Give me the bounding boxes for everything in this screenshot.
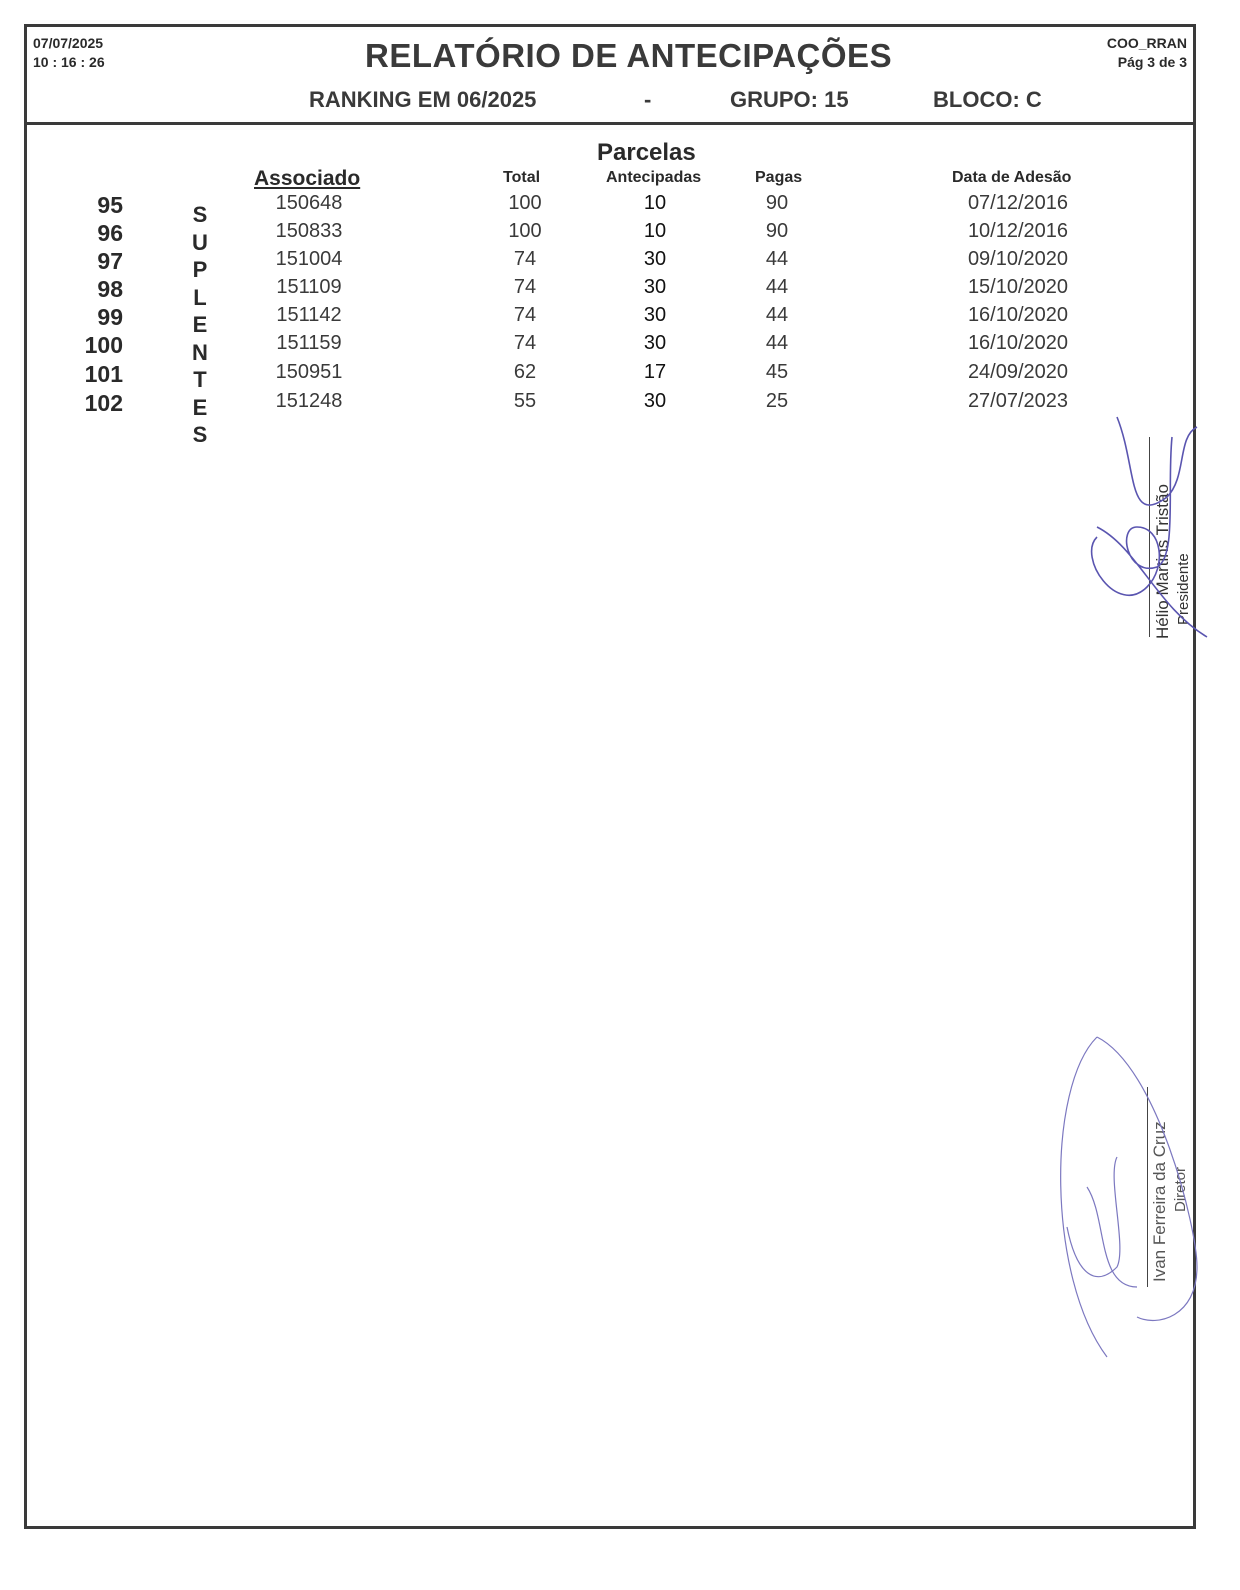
associado-heading: Associado [254,167,361,190]
page-number: Pág 3 de 3 [1117,54,1187,70]
data-adesao-cell: 10/12/2016 [967,220,1069,242]
suplentes-letter: N [192,339,208,365]
total-cell: 74 [513,304,537,326]
rank-number: 101 [84,361,123,387]
table-row [27,332,1193,360]
table-row [27,276,1193,304]
pagas-cell: 90 [765,192,789,214]
pagas-heading: Pagas [755,169,803,186]
rank-number: 100 [84,332,123,358]
total-cell: 55 [513,390,537,412]
print-date: 07/07/2025 [33,35,104,51]
associado-cell: 150648 [275,192,343,214]
total-heading: Total [503,169,541,186]
signatory-role: Presidente [1175,553,1192,625]
rank-number: 99 [97,304,123,330]
total-cell: 74 [513,248,537,270]
header-divider [27,122,1193,125]
data-adesao-cell: 07/12/2016 [967,192,1069,214]
report-frame [24,24,1196,1529]
parcelas-heading: Parcelas [597,139,696,166]
signatory-name: Ivan Ferreira da Cruz [1150,1121,1169,1282]
table-row [27,220,1193,248]
suplentes-letter: S [192,422,208,447]
antecipadas-cell: 30 [643,248,667,270]
data-adesao-cell: 09/10/2020 [967,248,1069,270]
data-adesao-cell: 16/10/2020 [967,304,1069,326]
signature-line [1147,1087,1148,1287]
antecipadas-cell: 30 [643,390,667,412]
antecipadas-cell: 30 [643,276,667,298]
pagas-cell: 25 [765,390,789,412]
table-row [27,248,1193,276]
table-row [27,390,1193,418]
data-adesao-cell: 24/09/2020 [967,361,1069,383]
signature-line [1149,437,1150,637]
rank-number: 96 [97,220,123,246]
signature-presidente [1057,377,1207,657]
data-adesao-heading: Data de Adesão [952,169,1072,186]
rank-number: 95 [97,192,123,218]
suplentes-letter: T [193,367,207,392]
antecipadas-cell: 30 [643,332,667,354]
suplentes-letter: E [192,394,208,420]
antecipadas-cell: 30 [643,304,667,326]
suplentes-letter: E [192,312,208,337]
table-row [27,361,1193,389]
data-adesao-cell: 27/07/2023 [967,390,1069,412]
table-row [27,304,1193,332]
rank-number: 98 [97,276,123,302]
suplentes-letter: P [192,257,208,282]
pagas-cell: 44 [765,248,789,270]
header-separator: - [644,87,652,112]
suplentes-letter: S [192,202,208,227]
grupo-label: GRUPO: 15 [730,87,849,112]
ranking-label: RANKING EM 06/2025 [309,87,537,112]
total-cell: 100 [508,220,542,242]
pagas-cell: 44 [765,276,789,298]
rank-number: 102 [84,390,123,416]
total-cell: 100 [508,192,542,214]
total-cell: 62 [513,361,537,383]
data-adesao-cell: 16/10/2020 [967,332,1069,354]
pagas-cell: 44 [765,332,789,354]
associado-cell: 151109 [276,276,342,298]
associado-cell: 151004 [275,248,343,270]
signature-diretor [1047,1027,1207,1367]
rank-number: 97 [97,248,123,274]
report-title: RELATÓRIO DE ANTECIPAÇÕES [365,37,893,74]
associado-cell: 151142 [276,304,342,326]
print-time: 10 : 16 : 26 [33,54,105,70]
pagas-cell: 90 [765,220,789,242]
total-cell: 74 [513,332,537,354]
suplentes-letter: L [193,284,207,310]
bloco-label: BLOCO: C [933,87,1042,112]
report-code: COO_RRAN [1106,35,1187,51]
total-cell: 74 [513,276,537,298]
pagas-cell: 45 [765,361,789,383]
antecipadas-cell: 10 [643,220,667,242]
table-row [27,192,1193,220]
suplentes-letter: U [192,229,208,255]
associado-cell: 151159 [276,332,342,354]
antecipadas-cell: 10 [643,192,667,214]
antecipadas-cell: 17 [643,361,667,383]
antecipadas-heading: Antecipadas [606,169,702,186]
signatory-name: Hélio Martins Tristão [1153,484,1172,639]
associado-cell: 150951 [275,361,343,383]
pagas-cell: 44 [765,304,789,326]
associado-cell: 150833 [275,220,343,242]
associado-cell: 151248 [275,390,343,412]
data-adesao-cell: 15/10/2020 [967,276,1069,298]
signatory-role: Diretor [1172,1166,1189,1212]
